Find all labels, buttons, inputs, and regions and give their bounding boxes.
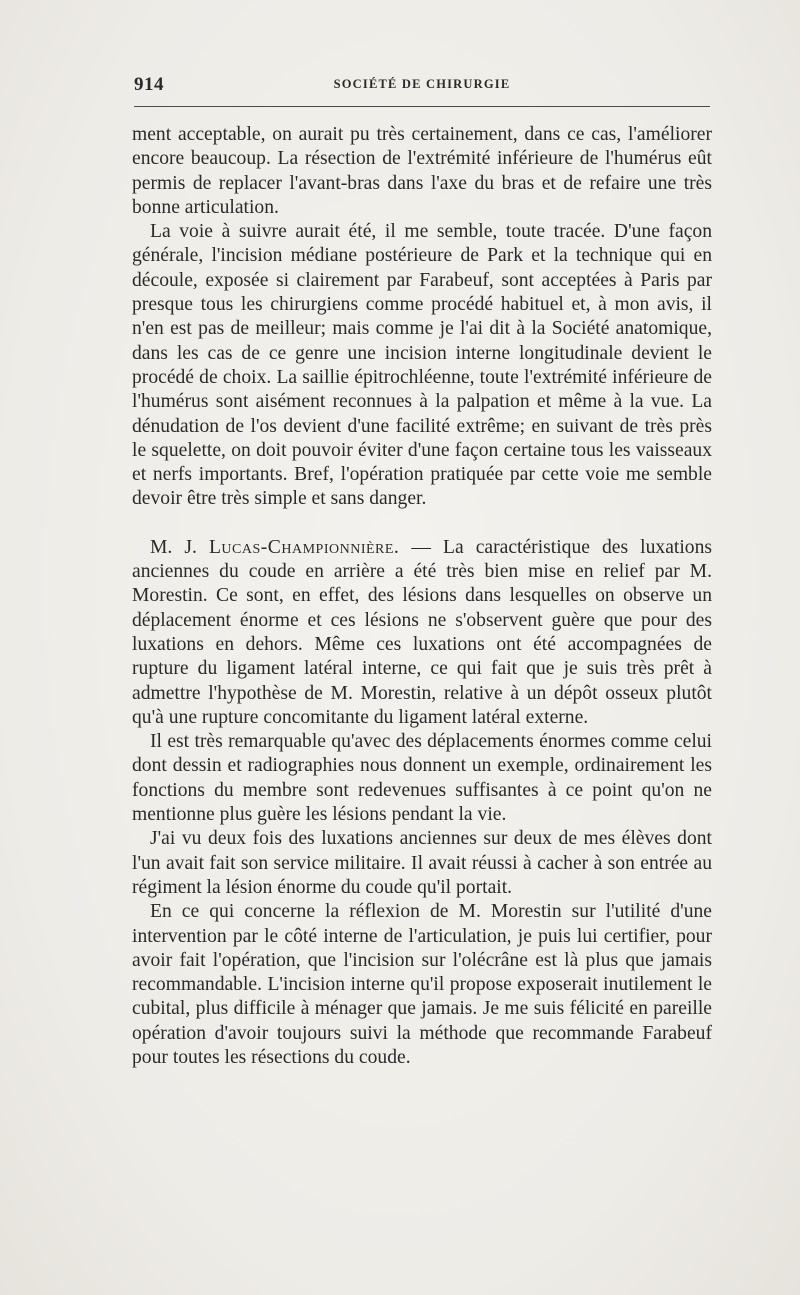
speaker-remarks: — La caractéristique des luxations anciennes du coude en arrière a été très bien mise en relief par M. Morestin. Ce sont, en effet, des lésions dans lesquelles on observe un déplacement énorme et ces lésions ne s'observent guère que pour des luxations en dehors. Même ces luxations ont été accompagnées de rupture du ligament latéral interne, ce qui fait que je suis très prêt à admettre l'hypothèse de M. Morestin, relative à un dépôt osseux plutôt qu'à une rupture concomitante du ligament latéral externe. <box>132 536 713 728</box>
paragraph-intervention: En ce qui concerne la réflexion de M. Morestin sur l'utilité d'une intervention par le côté interne de l'articulation, je puis lui certifier, pour avoir fait l'opération, que l'incision sur l'olécrâne est là plus que jamais recommandable. L'incision interne qu'il propose exposerait inutilement le cubital, plus difficile à ménager que jamais. Je me suis félicité en pareille opération d'avoir toujours suivi la méthode que recommande Farabeuf pour toutes les résections du coude. <box>132 901 712 1068</box>
page-number: 914 <box>134 74 164 95</box>
paragraph-continuation: ment acceptable, on aurait pu très certainement, dans ce cas, l'améliorer encore beaucoup. La résection de l'extrémité inférieure de l'humérus eût permis de replacer l'avant-bras dans l'axe du bras et de refaire une très bonne articulation. <box>132 124 712 218</box>
page-header <box>134 74 710 98</box>
speaker-prefix: M. J. <box>150 536 197 558</box>
paragraph-students: J'ai vu deux fois des luxations anciennes sur deux de mes élèves dont l'un avait fait son service militaire. Il avait réussi à cacher à son entrée au régiment la lésion énorme du coude qu'il portait. <box>132 828 712 898</box>
body-text <box>132 123 712 1070</box>
speaker-name: Lucas-Championnière. <box>208 536 400 558</box>
header-rule <box>134 106 710 107</box>
section-gap <box>132 512 712 536</box>
paragraph-lucas-championniere <box>132 536 712 730</box>
paragraph-displacements: Il est très remarquable qu'avec des déplacements énormes comme celui dont dessin et radiographies nous donnent un exemple, ordinairement les fonctions du membre sont redevenues suffisantes à ce point qu'on ne mentionne plus guère les lésions pendant la vie. <box>132 731 712 826</box>
paragraph-surgical-approach: La voie à suivre aurait été, il me semble, toute tracée. D'une façon générale, l'incision médiane postérieure de Park et la technique qui en découle, exposée si clairement par Farabeuf, sont acceptées à Paris par presque tous les chirurgiens comme procédé habituel et, à mon avis, il n'en est pas de meilleur; mais comme je l'ai dit à la Société anatomique, dans les cas de ce genre une incision interne longitudinale devient le procédé de choix. La saillie épitrochléenne, toute l'extrémité inférieure de l'humérus sont aisément reconnues à la palpation et même à la vue. La dénudation de l'os devient d'une facilité extrême; en suivant de très près le squelette, on doit pouvoir éviter d'une façon certaine tous les vaisseaux et nerfs importants. Bref, l'opération pratiquée par cette voie me semble devoir être très simple et sans danger. <box>132 221 712 510</box>
running-head: SOCIÉTÉ DE CHIRURGIE <box>333 77 511 91</box>
